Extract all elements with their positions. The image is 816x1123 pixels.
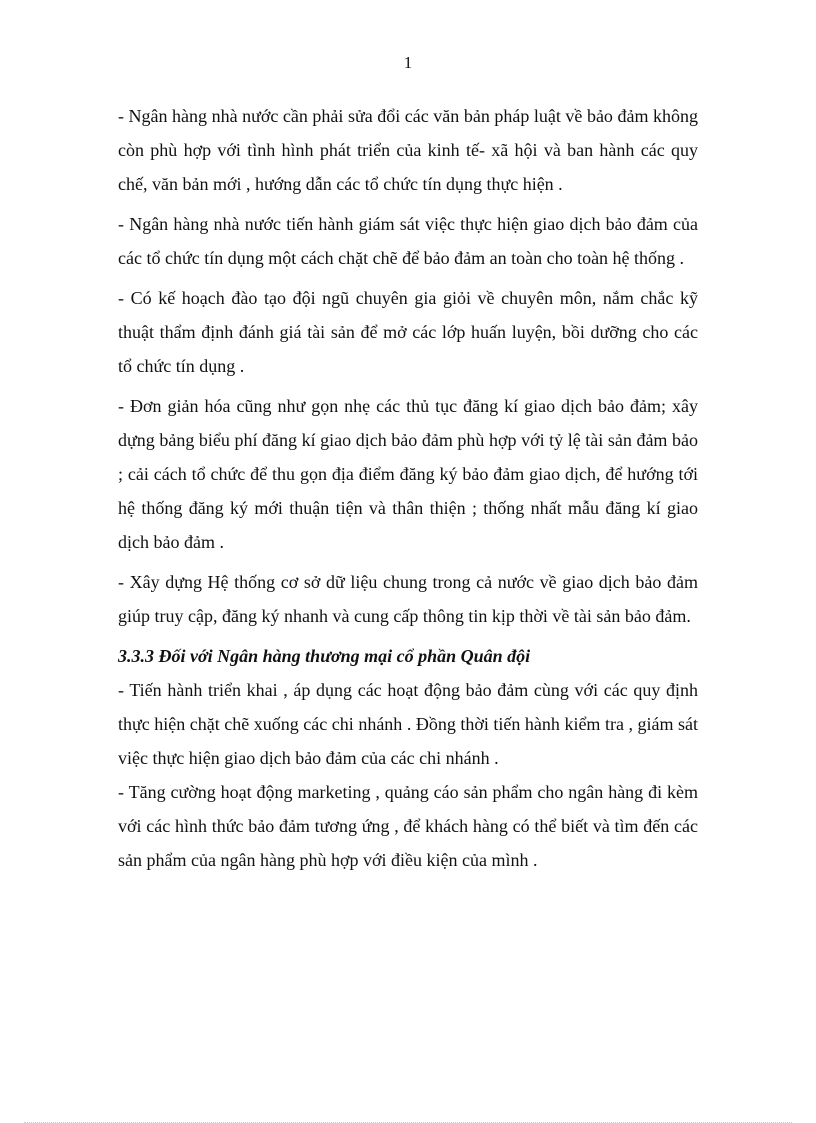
paragraph-recommendation-4: - Đơn giản hóa cũng như gọn nhẹ các thủ tục đăng kí giao dịch bảo đảm; xây dựng bảng biểu phí đăng kí giao dịch bảo đảm phù hợp với tỷ lệ tài sản đảm bảo ; cải cách tổ chức để thu gọn địa điểm đăng ký bảo đảm giao dịch, để hướng tới hệ thống đăng ký mới thuận tiện và thân thiện ; thống nhất mẫu đăng kí giao dịch bảo đảm . <box>118 396 698 552</box>
paragraph-recommendation-1: - Ngân hàng nhà nước cần phải sửa đổi các văn bản pháp luật về bảo đảm không còn phù hợp với tình hình phát triển của kinh tế- xã hội và ban hành các quy chế, văn bản mới , hướng dẫn các tổ chức tín dụng thực hiện . <box>118 106 698 194</box>
document-body <box>118 99 698 877</box>
paragraph-recommendation-2: - Ngân hàng nhà nước tiến hành giám sát việc thực hiện giao dịch bảo đảm của các tổ chức tín dụng một cách chặt chẽ để bảo đảm an toàn cho toàn hệ thống . <box>118 214 698 268</box>
page-number: 1 <box>403 53 413 72</box>
paragraph-bank-2: - Tăng cường hoạt động marketing , quảng cáo sản phẩm cho ngân hàng đi kèm với các hình thức bảo đảm tương ứng , để khách hàng có thể biết và tìm đến các sản phẩm của ngân hàng phù hợp với điều kiện của mình . <box>118 782 698 870</box>
paragraph-bank-1: - Tiến hành triển khai , áp dụng các hoạt động bảo đảm cùng với các quy định thực hiện chặt chẽ xuống các chi nhánh . Đồng thời tiến hành kiểm tra , giám sát việc thực hiện giao dịch bảo đảm của các chi nhánh . <box>118 680 698 768</box>
paragraph-recommendation-3: - Có kế hoạch đào tạo đội ngũ chuyên gia giỏi về chuyên môn, nắm chắc kỹ thuật thẩm định đánh giá tài sản để mở các lớp huấn luyện, bồi dưỡng cho các tổ chức tín dụng . <box>118 288 698 376</box>
section-heading: 3.3.3 Đối với Ngân hàng thương mại cổ phần Quân đội <box>118 646 531 666</box>
paragraph-recommendation-5: - Xây dựng Hệ thống cơ sở dữ liệu chung trong cả nước về giao dịch bảo đảm giúp truy cập, đăng ký nhanh và cung cấp thông tin kịp thời về tài sản bảo đảm. <box>118 572 698 626</box>
